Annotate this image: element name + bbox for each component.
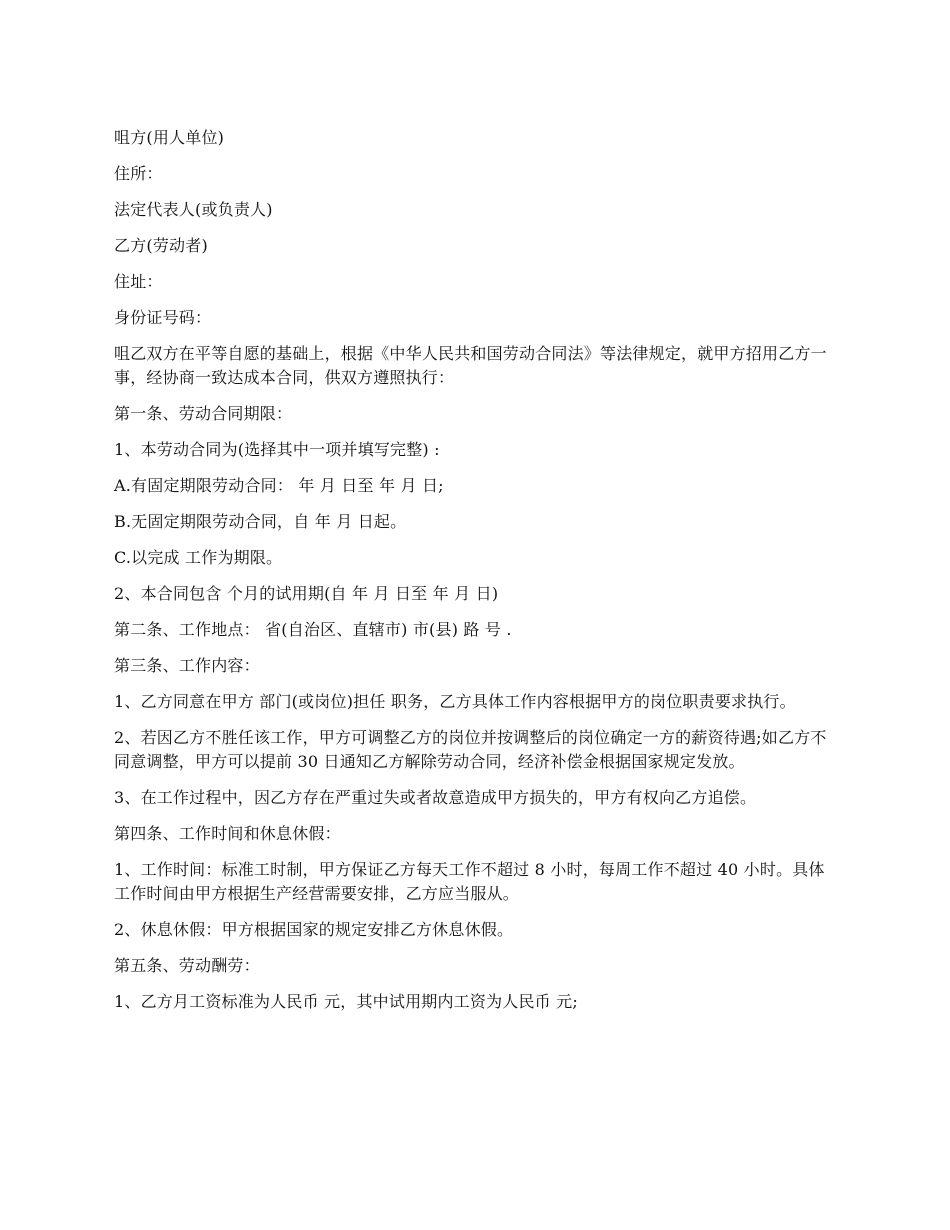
article-1-clause-1: 1、本劳动合同为(选择其中一项并填写完整) : bbox=[114, 440, 440, 459]
article-1-clause-2: 2、本合同包含 个月的试用期(自 年 月 日至 年 月 日) bbox=[114, 584, 499, 603]
article-4-heading: 第四条、工作时间和休息休假： bbox=[114, 824, 341, 843]
article-3-clause-1: 1、乙方同意在甲方 部门(或岗位)担任 职务，乙方具体工作内容根据甲方的岗位职责要求执行。 bbox=[114, 692, 796, 711]
article-1-option-a: A.有固定期限劳动合同： 年 月 日至 年 月 日; bbox=[114, 476, 444, 495]
article-1-option-c: C.以完成 工作为期限。 bbox=[114, 548, 283, 567]
article-2-heading: 第二条、工作地点： 省(自治区、直辖市) 市(县) 路 号 . bbox=[114, 620, 512, 639]
article-1-heading: 第一条、劳动合同期限： bbox=[114, 404, 293, 423]
article-1-option-b: B.无固定期限劳动合同，自 年 月 日起。 bbox=[114, 512, 407, 531]
article-5-heading: 第五条、劳动酬劳： bbox=[114, 956, 260, 975]
article-5-clause-1: 1、乙方月工资标准为人民币 元，其中试用期内工资为人民币 元; bbox=[114, 992, 578, 1011]
contract-body bbox=[114, 126, 834, 1026]
legal-representative-label: 法定代表人(或负责人) bbox=[114, 200, 273, 219]
party-b-address-label: 住址： bbox=[114, 272, 163, 291]
party-a-label: 咀方(用人单位) bbox=[114, 128, 225, 147]
preamble-paragraph: 咀乙双方在平等自愿的基础上，根据《中华人民共和国劳动合同法》等法律规定，就甲方招用乙方一事，经协商一致达成本合同，供双方遵照执行： bbox=[114, 344, 827, 387]
party-b-label: 乙方(劳动者) bbox=[114, 236, 208, 255]
article-3-clause-3: 3、在工作过程中，因乙方存在严重过失或者故意造成甲方损失的，甲方有权向乙方追偿。 bbox=[114, 788, 757, 807]
article-3-heading: 第三条、工作内容： bbox=[114, 656, 260, 675]
article-3-clause-2: 2、若因乙方不胜任该工作，甲方可调整乙方的岗位并按调整后的岗位确定一方的薪资待遇;如乙方不同意调整，甲方可以提前 30 日通知乙方解除劳动合同，经济补偿金根据国家规定发放。 bbox=[114, 728, 827, 771]
article-4-clause-2: 2、休息休假：甲方根据国家的规定安排乙方休息休假。 bbox=[114, 920, 514, 939]
id-number-label: 身份证号码： bbox=[114, 308, 212, 327]
party-a-address-label: 住所： bbox=[114, 164, 163, 183]
article-4-clause-1: 1、工作时间：标准工时制，甲方保证乙方每天工作不超过 8 小时，每周工作不超过 40 小时。具体工作时间由甲方根据生产经营需要安排，乙方应当服从。 bbox=[114, 860, 825, 903]
